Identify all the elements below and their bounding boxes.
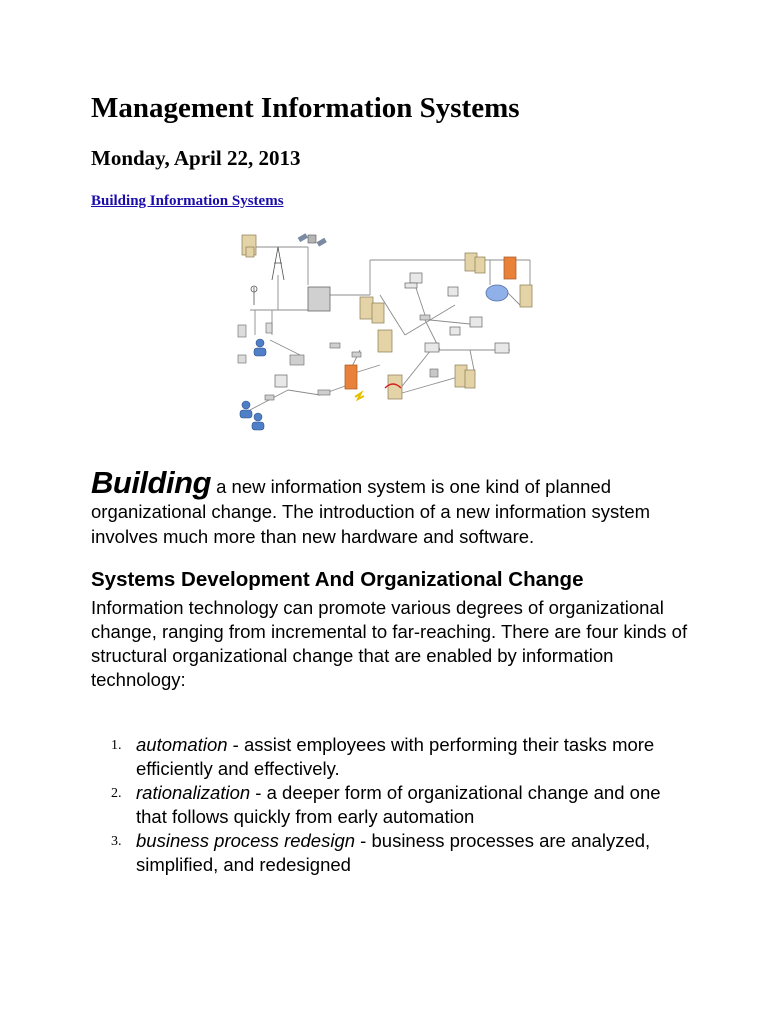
- user-icon: [240, 339, 266, 430]
- list-item-term: automation: [136, 734, 228, 755]
- mainframe-icon: [308, 287, 330, 311]
- antenna-icon: [251, 286, 257, 305]
- section-body: Information technology can promote various degrees of organizational change, ranging from incremental to far-reaching. There are four kinds of structural organizational change that are enabled by information technology:: [91, 597, 688, 690]
- post-title-link[interactable]: Building Information Systems: [91, 193, 284, 209]
- intro-lead-word: Building: [91, 465, 211, 500]
- satellite-icon: [298, 233, 327, 246]
- change-types-list: [111, 733, 681, 877]
- list-item: [111, 733, 681, 781]
- intro-paragraph: [91, 465, 691, 549]
- list-item-number: 3.: [111, 834, 122, 849]
- database-icon: [486, 285, 508, 301]
- list-item-desc: - a deeper form of organizational change and one that follows quickly from early automation: [136, 782, 661, 827]
- list-item-desc: - assist employees with performing their tasks more efficiently and effectively.: [136, 734, 655, 779]
- list-item: [111, 829, 681, 877]
- lightning-icon: [355, 393, 364, 399]
- post-date: Monday, April 22, 2013: [91, 146, 301, 170]
- list-item-number: 1.: [111, 738, 122, 753]
- intro-text: a new information system is one kind of planned organizational change. The introduction of a new information system involves much more than new hardware and software.: [91, 476, 651, 547]
- blog-title: Management Information Systems: [91, 92, 520, 124]
- list-item-term: business process redesign: [136, 830, 356, 851]
- list-item: [111, 781, 681, 829]
- list-item-term: rationalization: [136, 782, 251, 803]
- section-heading: Systems Development And Organizational Change: [91, 568, 584, 591]
- network-diagram-image: [230, 225, 550, 440]
- list-item-desc: - business processes are analyzed, simplified, and redesigned: [136, 830, 651, 875]
- list-item-number: 2.: [111, 786, 122, 801]
- lock-icon: [430, 369, 438, 377]
